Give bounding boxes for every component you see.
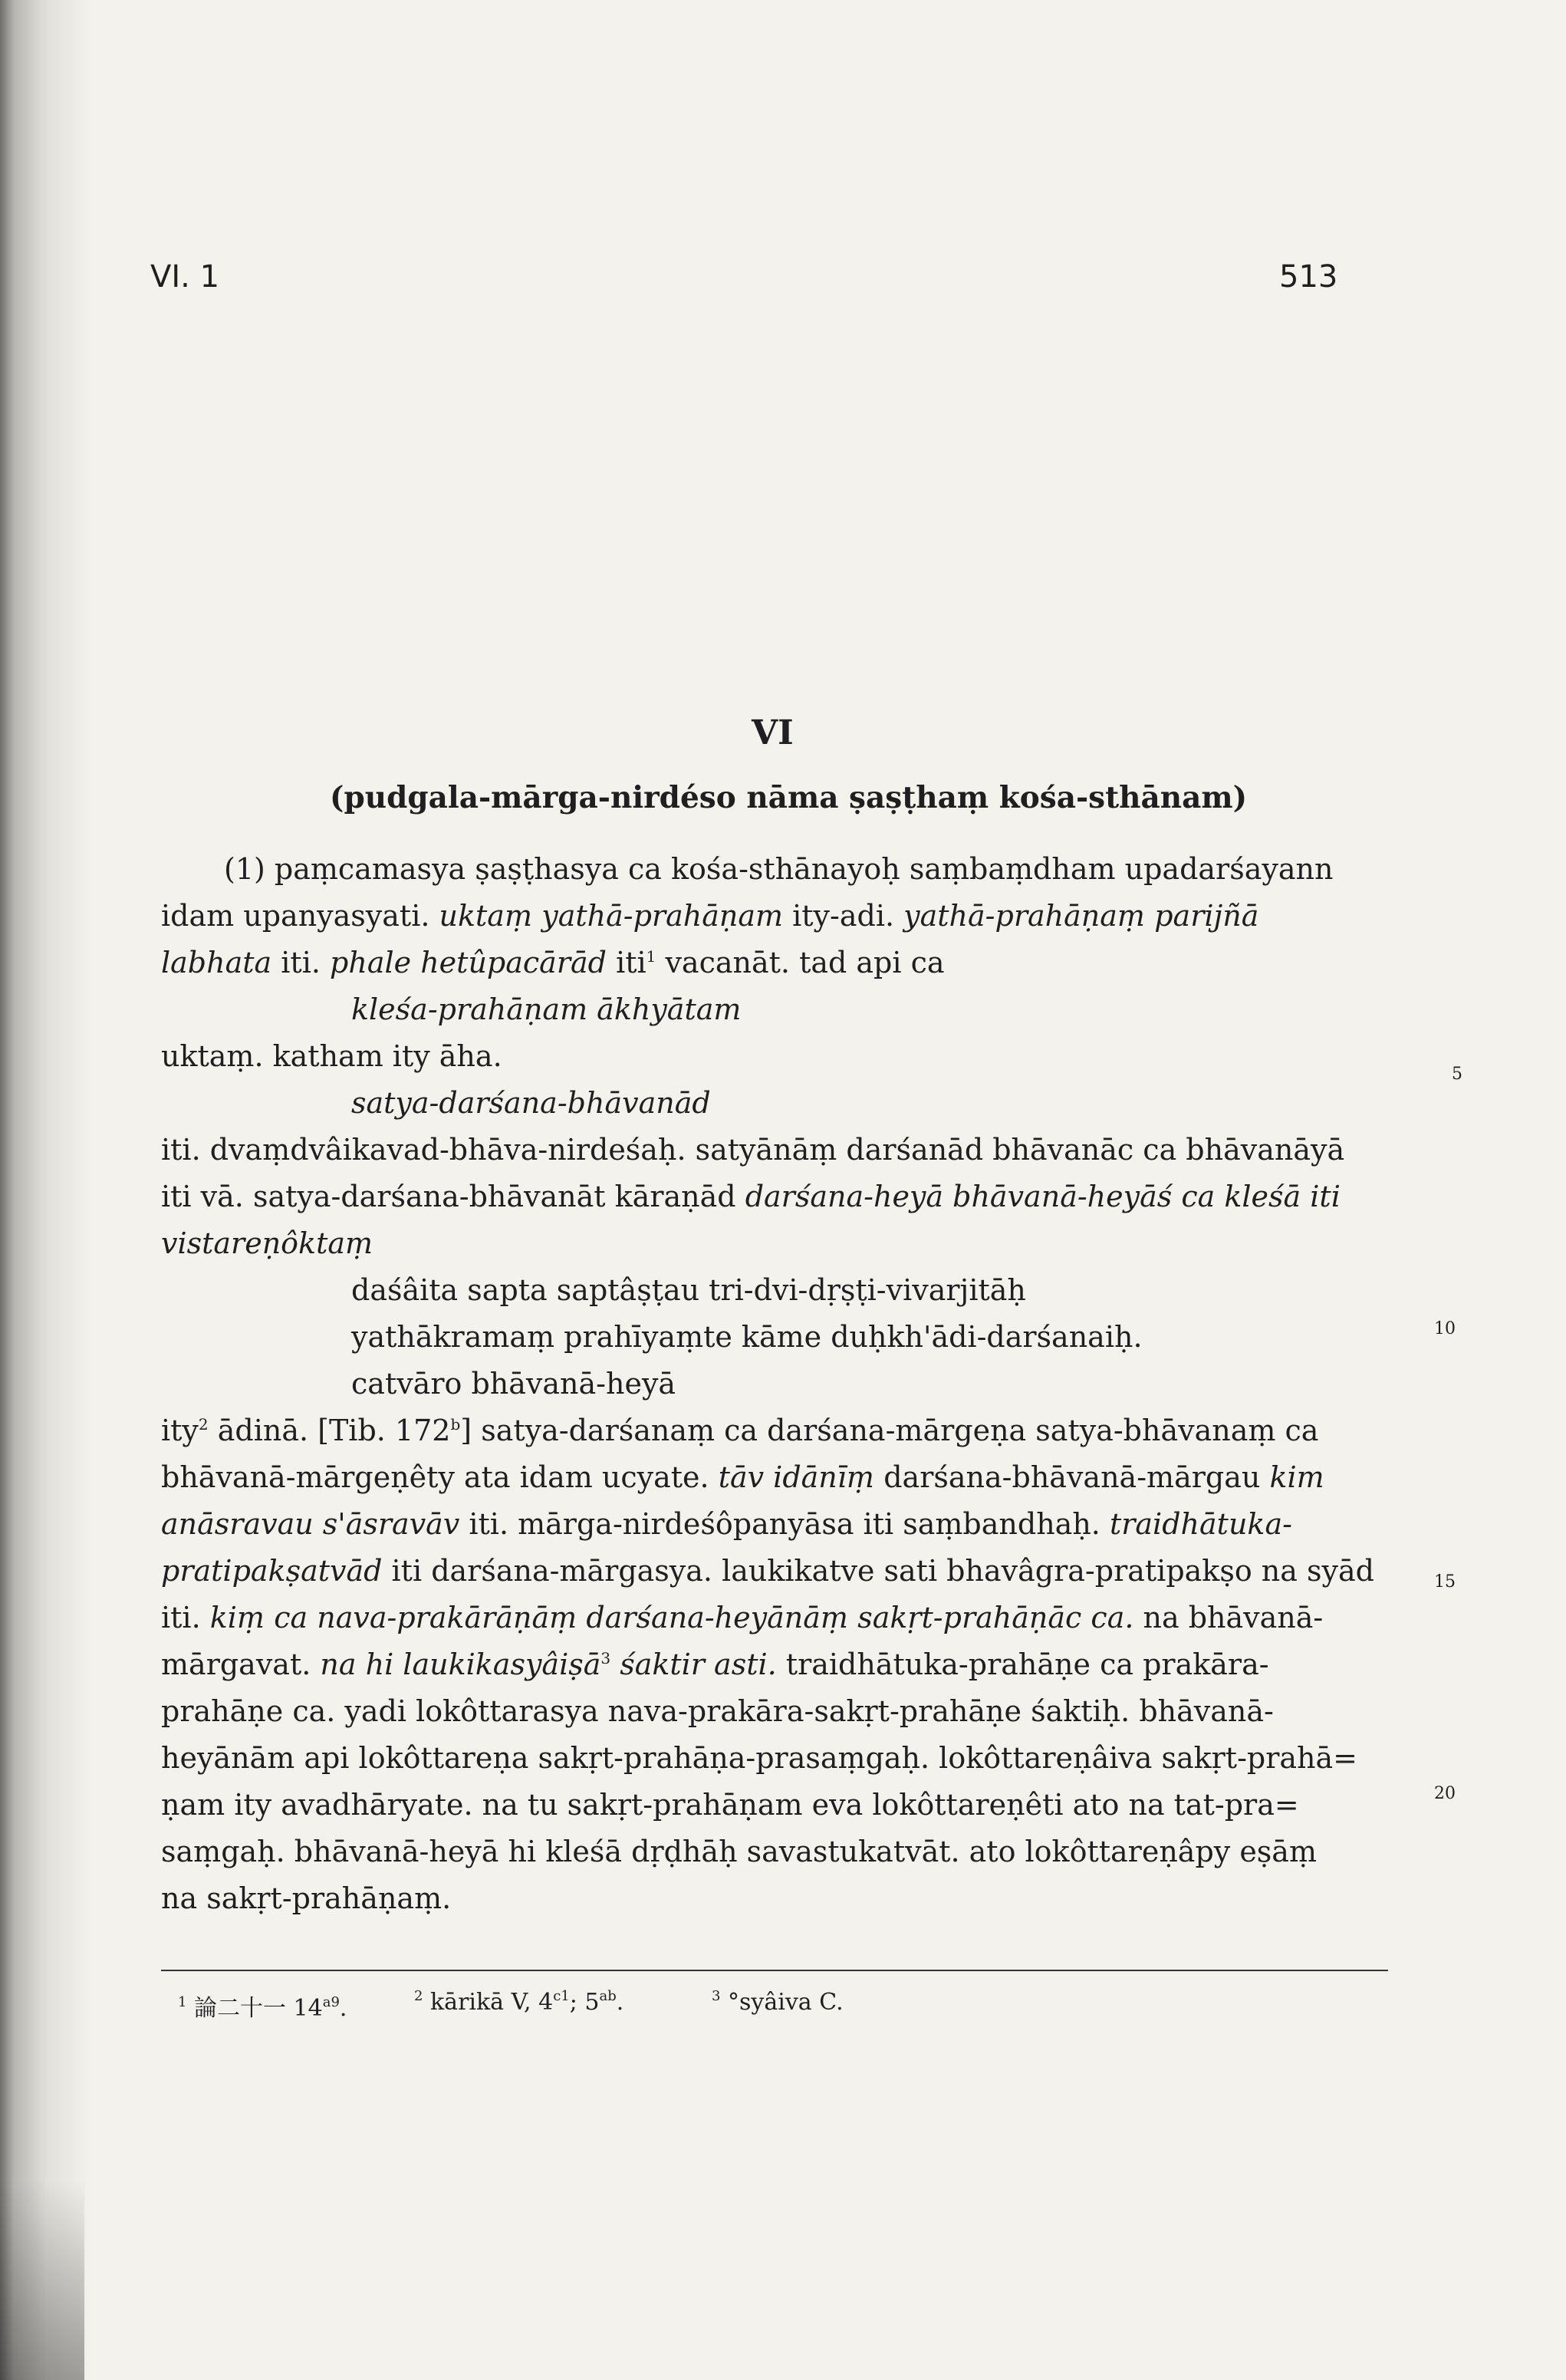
line-number: 10 xyxy=(1434,1319,1456,1338)
text-line: bhāvanā-mārgeṇêty ata idam ucyate. tāv idānīṃ darśana-bhāvanā-mārgau kim xyxy=(161,1460,1324,1494)
footnote-3: $^3$ °syâiva C. xyxy=(712,1988,844,2016)
running-header-section: VI. 1 xyxy=(150,259,220,295)
text-line: iti vā. satya-darśana-bhāvanāt kāraṇād darśana-heyā bhāvanā-heyāś ca kleśā iti xyxy=(161,1180,1341,1213)
verse-line: daśâita sapta saptâṣṭau tri-dvi-dṛṣṭi-vivarjitāḥ xyxy=(351,1273,1026,1307)
text-line: (1) paṃcamasya ṣaṣṭhasya ca kośa-sthānayoḥ saṃbaṃdham upadarśayann xyxy=(224,852,1334,886)
text-line: heyānām api lokôttareṇa sakṛt-prahāṇa-prasaṃgaḥ. lokôttareṇâiva sakṛt-prahā= xyxy=(161,1741,1358,1775)
text-line: saṃgaḥ. bhāvanā-heyā hi kleśā dṛḍhāḥ savastukatvāt. ato lokôttareṇâpy eṣāṃ xyxy=(161,1835,1317,1868)
scan-shadow xyxy=(0,0,92,2380)
text-line: prahāṇe ca. yadi lokôttarasya nava-prakāra-sakṛt-prahāṇe śaktiḥ. bhāvanā- xyxy=(161,1694,1274,1728)
text-line: na sakṛt-prahāṇaṃ. xyxy=(161,1881,452,1915)
line-number: 5 xyxy=(1452,1065,1462,1084)
text-line: iti. kiṃ ca nava-prakārāṇāṃ darśana-heyānāṃ sakṛt-prahāṇāc ca. na bhāvanā- xyxy=(161,1601,1324,1634)
footnote-ref: 3 xyxy=(600,1649,611,1667)
chapter-title: (pudgala-mārga-nirdéso nāma ṣaṣṭhaṃ kośa-sthānam) xyxy=(330,780,1248,815)
text-line: anāsravau s'āsravāv iti. mārga-nirdeśôpanyāsa iti saṃbandhaḥ. traidhātuka- xyxy=(161,1507,1292,1541)
text-line: labhata iti. phale hetûpacārād iti$^1$ vacanāt. tad api ca xyxy=(161,946,945,979)
footnote-ref: 2 xyxy=(198,1415,209,1434)
text-line: iti. dvaṃdvâikavad-bhāva-nirdeśaḥ. satyānāṃ darśanād bhāvanāc ca bhāvanāyā xyxy=(161,1133,1345,1167)
footnote-2: $^2$ kārikā V, $4^{c1}$; $5^{ab}$. xyxy=(414,1988,624,2016)
line-number: 15 xyxy=(1434,1572,1456,1592)
footnote-1: $^1$ 論二十一 $14^{a9}$. xyxy=(178,1994,347,2022)
footnote-ref: 1 xyxy=(646,947,656,966)
text-line: uktaṃ. katham ity āha. xyxy=(161,1039,502,1073)
page-number: 513 xyxy=(1279,259,1338,295)
verse-line: yathākramaṃ prahīyaṃte kāme duḥkh'ādi-darśanaiḥ. xyxy=(351,1320,1143,1354)
chapter-numeral: VI xyxy=(752,713,794,752)
verse-line: catvāro bhāvanā-heyā xyxy=(351,1367,676,1401)
line-number: 20 xyxy=(1434,1784,1456,1803)
text-line: ṇam ity avadhāryate. na tu sakṛt-prahāṇam eva lokôttareṇêti ato na tat-pra= xyxy=(161,1788,1299,1822)
verse-line: satya-darśana-bhāvanād xyxy=(351,1086,711,1120)
verse-line: kleśa-prahāṇam ākhyātam xyxy=(351,992,742,1026)
text-line: idam upanyasyati. uktaṃ yathā-prahāṇam ity-adi. yathā-prahāṇaṃ parijñā xyxy=(161,899,1259,933)
text-line: ity$^2$ ādinā. [Tib. 172$^b$] satya-darśanaṃ ca darśana-mārgeṇa satya-bhāvanaṃ ca xyxy=(161,1414,1319,1447)
text-line: mārgavat. na hi laukikasyâiṣā$^3$ śaktir asti. traidhātuka-prahāṇe ca prakāra- xyxy=(161,1648,1269,1681)
text-line: pratipakṣatvād iti darśana-mārgasya. laukikatve sati bhavâgra-pratipakṣo na syād xyxy=(161,1554,1374,1588)
text-line: vistareṇôktaṃ xyxy=(161,1226,373,1260)
scan-shadow-corner xyxy=(0,2181,84,2380)
footnote-rule xyxy=(161,1970,1388,1971)
